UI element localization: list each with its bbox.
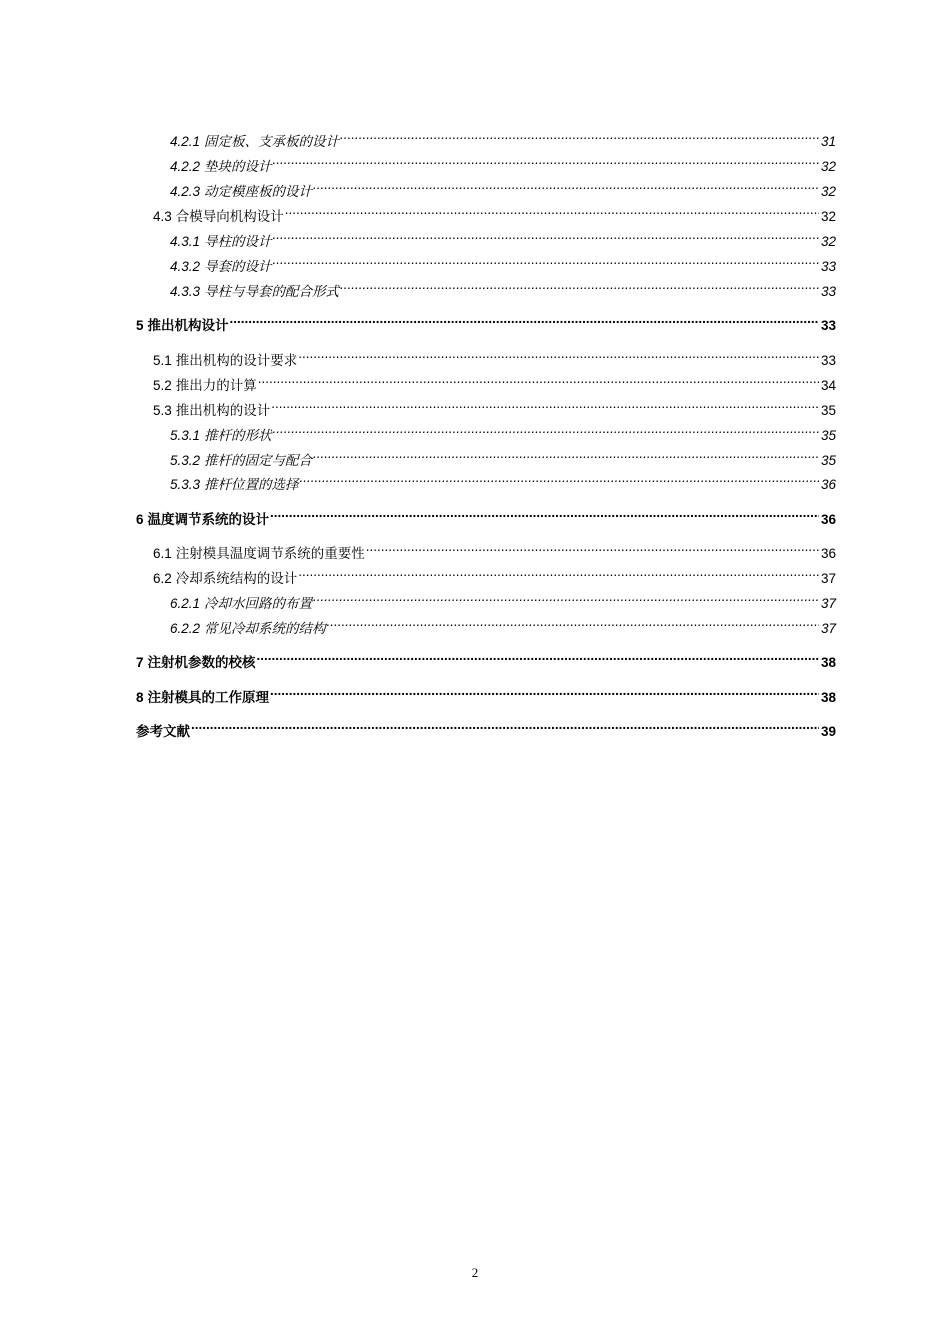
- toc-entry-6-2-2[interactable]: [170, 615, 836, 637]
- toc-entry-title: 注射机参数的校核: [147, 655, 256, 670]
- toc-entry-page: 38: [820, 690, 836, 705]
- toc-entry-number: 5.3.1: [170, 428, 201, 443]
- toc-entry-4-2-2[interactable]: [170, 153, 836, 175]
- toc-entry-8[interactable]: [136, 684, 836, 705]
- toc-entry-6[interactable]: [136, 506, 836, 527]
- toc-entry-number: 6.2: [153, 571, 172, 586]
- toc-entry-page: 33: [820, 353, 836, 368]
- toc-entry-number: 8: [136, 690, 144, 705]
- toc-entry-6-2[interactable]: [153, 565, 836, 587]
- toc-dot-leader: [270, 506, 819, 524]
- toc-entry-number: 6.1: [153, 546, 172, 561]
- toc-entry-page: 31: [820, 134, 836, 149]
- toc-entry-page: 35: [820, 403, 836, 418]
- toc-entry-page: 36: [820, 546, 836, 561]
- toc-entry-title: 冷却系统结构的设计: [175, 571, 298, 587]
- toc-entry-number: 4.2.2: [170, 159, 201, 174]
- toc-dot-leader: [257, 649, 819, 667]
- toc-entry-4-3-1[interactable]: [170, 228, 836, 250]
- page-number: 2: [471, 1265, 479, 1280]
- toc-dot-leader: [298, 347, 819, 365]
- toc-entry-title: 推杆的形状: [204, 428, 272, 444]
- toc-entry-4-2-3[interactable]: [170, 178, 836, 200]
- toc-entry-5-1[interactable]: [153, 347, 836, 369]
- toc-entry-number: 4.2.1: [170, 134, 201, 149]
- toc-entry-number: 6.2.1: [170, 596, 201, 611]
- toc-dot-leader: [298, 565, 819, 583]
- toc-entry-page: 35: [820, 453, 836, 468]
- toc-entry-page: 36: [820, 512, 836, 527]
- toc-entry-page: 32: [820, 184, 836, 199]
- toc-entry-number: 5.3: [153, 403, 172, 418]
- toc-entry-4-3[interactable]: [153, 203, 836, 225]
- toc-entry-title: 注射模具的工作原理: [147, 690, 270, 705]
- toc-dot-leader: [273, 253, 819, 271]
- toc-entry-title: 推出力的计算: [175, 378, 257, 394]
- toc-entry-number: 4.3.3: [170, 284, 201, 299]
- toc-dot-leader: [273, 422, 819, 440]
- toc-entry-page: 34: [820, 378, 836, 393]
- toc-dot-leader: [313, 178, 819, 196]
- toc-entry-title: 合模导向机构设计: [175, 209, 284, 225]
- toc-entry-title: 冷却水回路的布置: [204, 596, 313, 612]
- toc-entry-title: 推杆的固定与配合: [204, 453, 313, 469]
- toc-entry-title: 常见冷却系统的结构: [204, 621, 326, 637]
- toc-entry-page: 35: [820, 428, 836, 443]
- toc-entry-number: 4.3: [153, 209, 172, 224]
- toc-entry-title: 动定模座板的设计: [204, 184, 313, 200]
- toc-entry-title: 参考文献: [136, 724, 190, 739]
- toc-dot-leader: [191, 718, 819, 736]
- toc-entry-title: 推出机构的设计: [175, 403, 271, 419]
- toc-dot-leader: [366, 540, 819, 558]
- toc-dot-leader: [270, 684, 819, 702]
- toc-entry-title: 导柱的设计: [204, 234, 272, 250]
- toc-entry-title: 固定板、支承板的设计: [204, 134, 340, 150]
- toc-entry-number: 5: [136, 318, 144, 333]
- toc-dot-leader: [300, 471, 819, 489]
- toc-dot-leader: [340, 128, 819, 146]
- toc-entry-6-1[interactable]: [153, 540, 836, 562]
- toc-entry-page: 36: [820, 477, 836, 492]
- toc-entry-title: 导套的设计: [204, 259, 272, 275]
- toc-entry-page: 37: [820, 621, 836, 636]
- toc-entry-number: 7: [136, 655, 144, 670]
- toc-entry-page: 38: [820, 655, 836, 670]
- toc-dot-leader: [340, 278, 819, 296]
- toc-entry-number: 5.1: [153, 353, 172, 368]
- toc-entry-number: 4.2.3: [170, 184, 201, 199]
- toc-entry-page: 32: [820, 234, 836, 249]
- toc-entry-page: 33: [820, 259, 836, 274]
- toc-entry-5-3[interactable]: [153, 397, 836, 419]
- toc-entry-number: 6: [136, 512, 144, 527]
- toc-entry-number: 5.3.3: [170, 477, 201, 492]
- toc-entry-page: 39: [820, 724, 836, 739]
- toc-entry-5[interactable]: [136, 312, 836, 333]
- toc-entry-5-3-2[interactable]: [170, 447, 836, 469]
- toc-entry-number: 6.2.2: [170, 621, 201, 636]
- toc-dot-leader: [258, 372, 819, 390]
- toc-entry-7[interactable]: [136, 649, 836, 670]
- toc-dot-leader: [273, 153, 819, 171]
- toc-dot-leader: [285, 203, 819, 221]
- toc-dot-leader: [273, 228, 819, 246]
- toc-entry-references[interactable]: [136, 718, 836, 739]
- toc-entry-number: 5.2: [153, 378, 172, 393]
- toc-entry-title: 导柱与导套的配合形式: [204, 284, 340, 300]
- toc-dot-leader: [313, 590, 819, 608]
- toc-dot-leader: [230, 312, 819, 330]
- toc-entry-5-3-1[interactable]: [170, 422, 836, 444]
- toc-dot-leader: [313, 447, 819, 465]
- toc-entry-6-2-1[interactable]: [170, 590, 836, 612]
- toc-entry-page: 37: [820, 596, 836, 611]
- toc-entry-page: 32: [820, 159, 836, 174]
- toc-entry-page: 32: [820, 209, 836, 224]
- toc-entry-title: 注射模具温度调节系统的重要性: [175, 546, 365, 562]
- toc-entry-page: 33: [820, 318, 836, 333]
- toc-entry-5-3-3[interactable]: [170, 471, 836, 493]
- toc-entry-title: 垫块的设计: [204, 159, 272, 175]
- toc-entry-page: 33: [820, 284, 836, 299]
- toc-entry-page: 37: [820, 571, 836, 586]
- toc-entry-number: 4.3.1: [170, 234, 201, 249]
- toc-entry-title: 推杆位置的选择: [204, 477, 299, 493]
- toc-entry-title: 推出机构设计: [147, 318, 229, 333]
- toc-entry-number: 5.3.2: [170, 453, 201, 468]
- toc-entry-title: 温度调节系统的设计: [147, 512, 270, 527]
- toc-entry-4-3-2[interactable]: [170, 253, 836, 275]
- toc-dot-leader: [271, 397, 819, 415]
- toc-entry-number: 4.3.2: [170, 259, 201, 274]
- toc-entry-4-2-1[interactable]: [170, 128, 836, 150]
- toc-entry-title: 推出机构的设计要求: [175, 353, 298, 369]
- toc-entry-4-3-3[interactable]: [170, 278, 836, 300]
- toc-entry-5-2[interactable]: [153, 372, 836, 394]
- toc-dot-leader: [327, 615, 819, 633]
